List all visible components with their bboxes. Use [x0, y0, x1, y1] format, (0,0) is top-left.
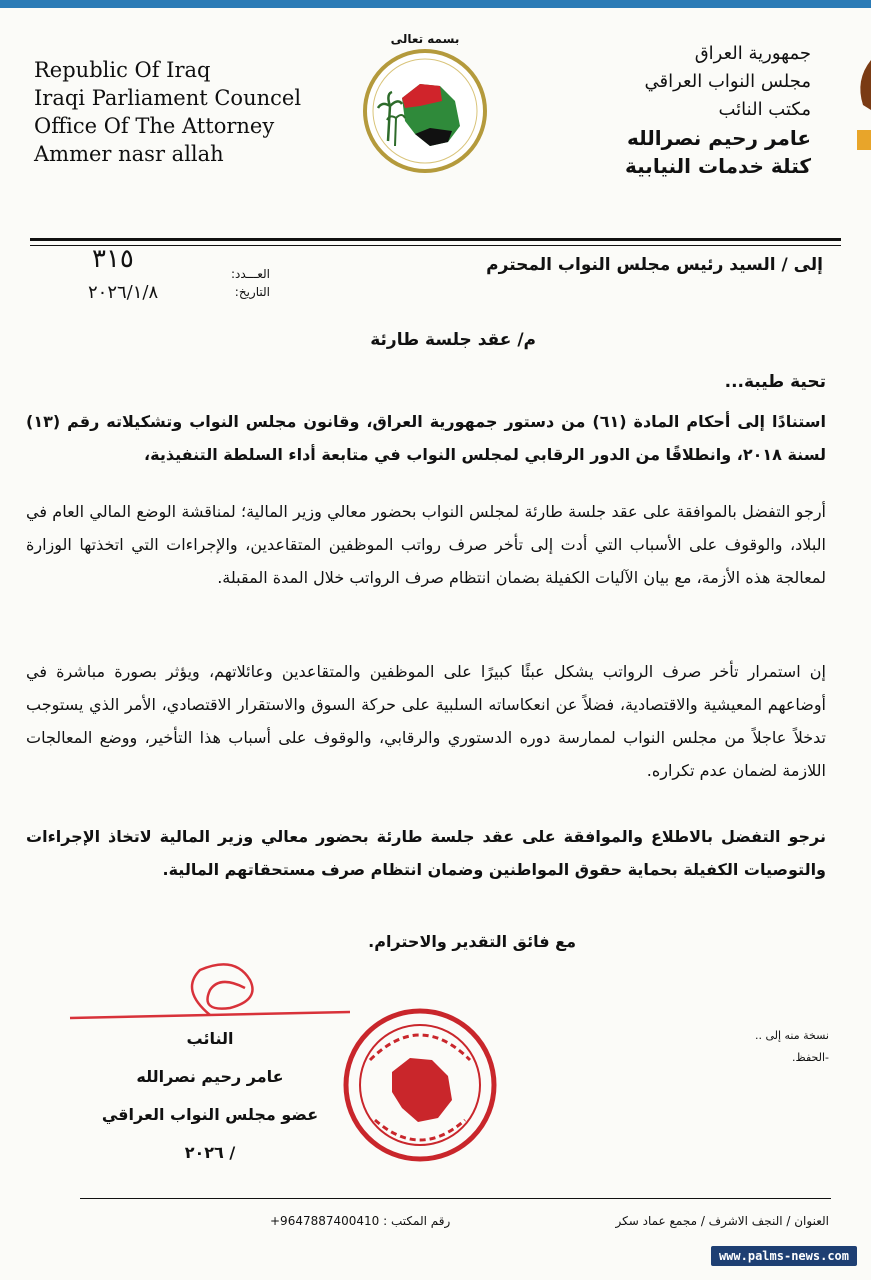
signer-year: / ٢٠٢٦: [184, 1143, 236, 1162]
copy-to-line: نسخة منه إلى ..: [754, 1029, 829, 1042]
header-en-line: Iraqi Parliament Councel: [34, 86, 302, 110]
signer-name: عامر رحيم نصرالله: [136, 1067, 284, 1086]
footer-phone: [270, 1214, 450, 1228]
header-arabic: [511, 40, 811, 180]
header-divider: [30, 238, 841, 241]
paragraph: نرجو التفضل بالاطلاع والموافقة على عقد جلسة طارئة بحضور معالي وزير المالية لاتخاذ الإجراءات والتوصيات الكفيلة بحماية حقوق المواطنين وضمان انتظام صرف مستحقاتهم المالية.: [26, 827, 826, 879]
parliament-logo: [355, 32, 495, 192]
top-edge-bar: [0, 0, 871, 8]
paragraph: أرجو التفضل بالموافقة على عقد جلسة طارئة لمجلس النواب بحضور معالي وزير المالية؛ لمناقشة الوضع المالي العام في البلاد، والوقوف على الأسباب التي أدت إلى تأخر صرف رواتب الموظفين المتقاعدين، والإجراءات التي اتخذتها الوزارة لمعالجة هذه الأزمة، مع بيان الآليات الكفيلة بضمان انتظام صرف الرواتب خلال المدة المقبلة.: [26, 502, 826, 587]
header-ar-line: عامر رحيم نصرالله: [626, 126, 811, 150]
official-stamp-icon: [340, 1000, 500, 1170]
copy-to: [755, 1025, 829, 1069]
date-label: التاريخ:: [234, 285, 270, 299]
header-divider-thin: [30, 245, 841, 246]
closing-line: مع فائق التقدير والاحترام.: [368, 932, 576, 951]
copy-to-line: -الحفظ.: [792, 1051, 829, 1064]
header-english: [34, 56, 364, 168]
corner-logo-fragment: [849, 50, 871, 160]
phone-label: رقم المكتب :: [383, 1214, 451, 1228]
handwritten-number: ٣١٥: [92, 244, 134, 274]
header-en-line: Republic Of Iraq: [34, 58, 211, 82]
logo-caption: بسمه تعالى: [390, 32, 460, 46]
iraq-map-emblem-icon: [360, 46, 490, 176]
paragraph: استنادًا إلى أحكام المادة (٦١) من دستور جمهورية العراق، وقانون مجلس النواب وتشكيلاته رقم (١٣) لسنة ٢٠١٨، وانطلاقًا من الدور الرقابي لمجلس النواب في متابعة أداء السلطة التنفيذية،: [26, 412, 826, 464]
paragraph: إن استمرار تأخر صرف الرواتب يشكل عبئًا كبيرًا على الموظفين والمتقاعدين وعائلاتهم، ويؤثر بصورة مباشرة في أوضاعهم المعيشية والاقتصادية، فضلاً عن انعكاساته السلبية على حركة السوق والاستقرار الاقتصادي، الأمر الذي يستوجب تدخلاً عاجلاً من مجلس النواب لممارسة دوره الدستوري والرقابي، والوقوف على أسباب هذا التأخير، ووضع المعالجات اللازمة لضمان عدم تكراره.: [26, 662, 826, 780]
site-watermark: www.palms-news.com: [711, 1246, 857, 1266]
greeting: تحية طيبة...: [724, 372, 826, 392]
signature-block: [80, 1020, 340, 1172]
subject-line: م/ عقد جلسة طارئة: [370, 330, 536, 350]
reference-labels: [200, 265, 270, 301]
header-ar-line: جمهورية العراق: [694, 43, 811, 64]
header-en-line: Ammer nasr allah: [34, 142, 224, 166]
signer-role: عضو مجلس النواب العراقي: [101, 1105, 319, 1124]
phone-number: +9647887400410: [270, 1214, 380, 1228]
header-ar-line: مجلس النواب العراقي: [644, 71, 811, 92]
signer-title: النائب: [186, 1029, 234, 1048]
handwritten-date: ٢٠٢٦/١/٨: [88, 282, 159, 303]
number-label: العـــدد:: [230, 267, 270, 281]
header-en-line: Office Of The Attorney: [34, 114, 275, 138]
recipient-line: إلى / السيد رئيس مجلس النواب المحترم: [486, 255, 823, 275]
footer-divider: [80, 1198, 831, 1199]
header-ar-line: كتلة خدمات النيابية: [625, 154, 811, 178]
footer-address: العنوان / النجف الاشرف / مجمع عماد سكر: [615, 1214, 829, 1228]
header-ar-line: مكتب النائب: [718, 99, 811, 120]
